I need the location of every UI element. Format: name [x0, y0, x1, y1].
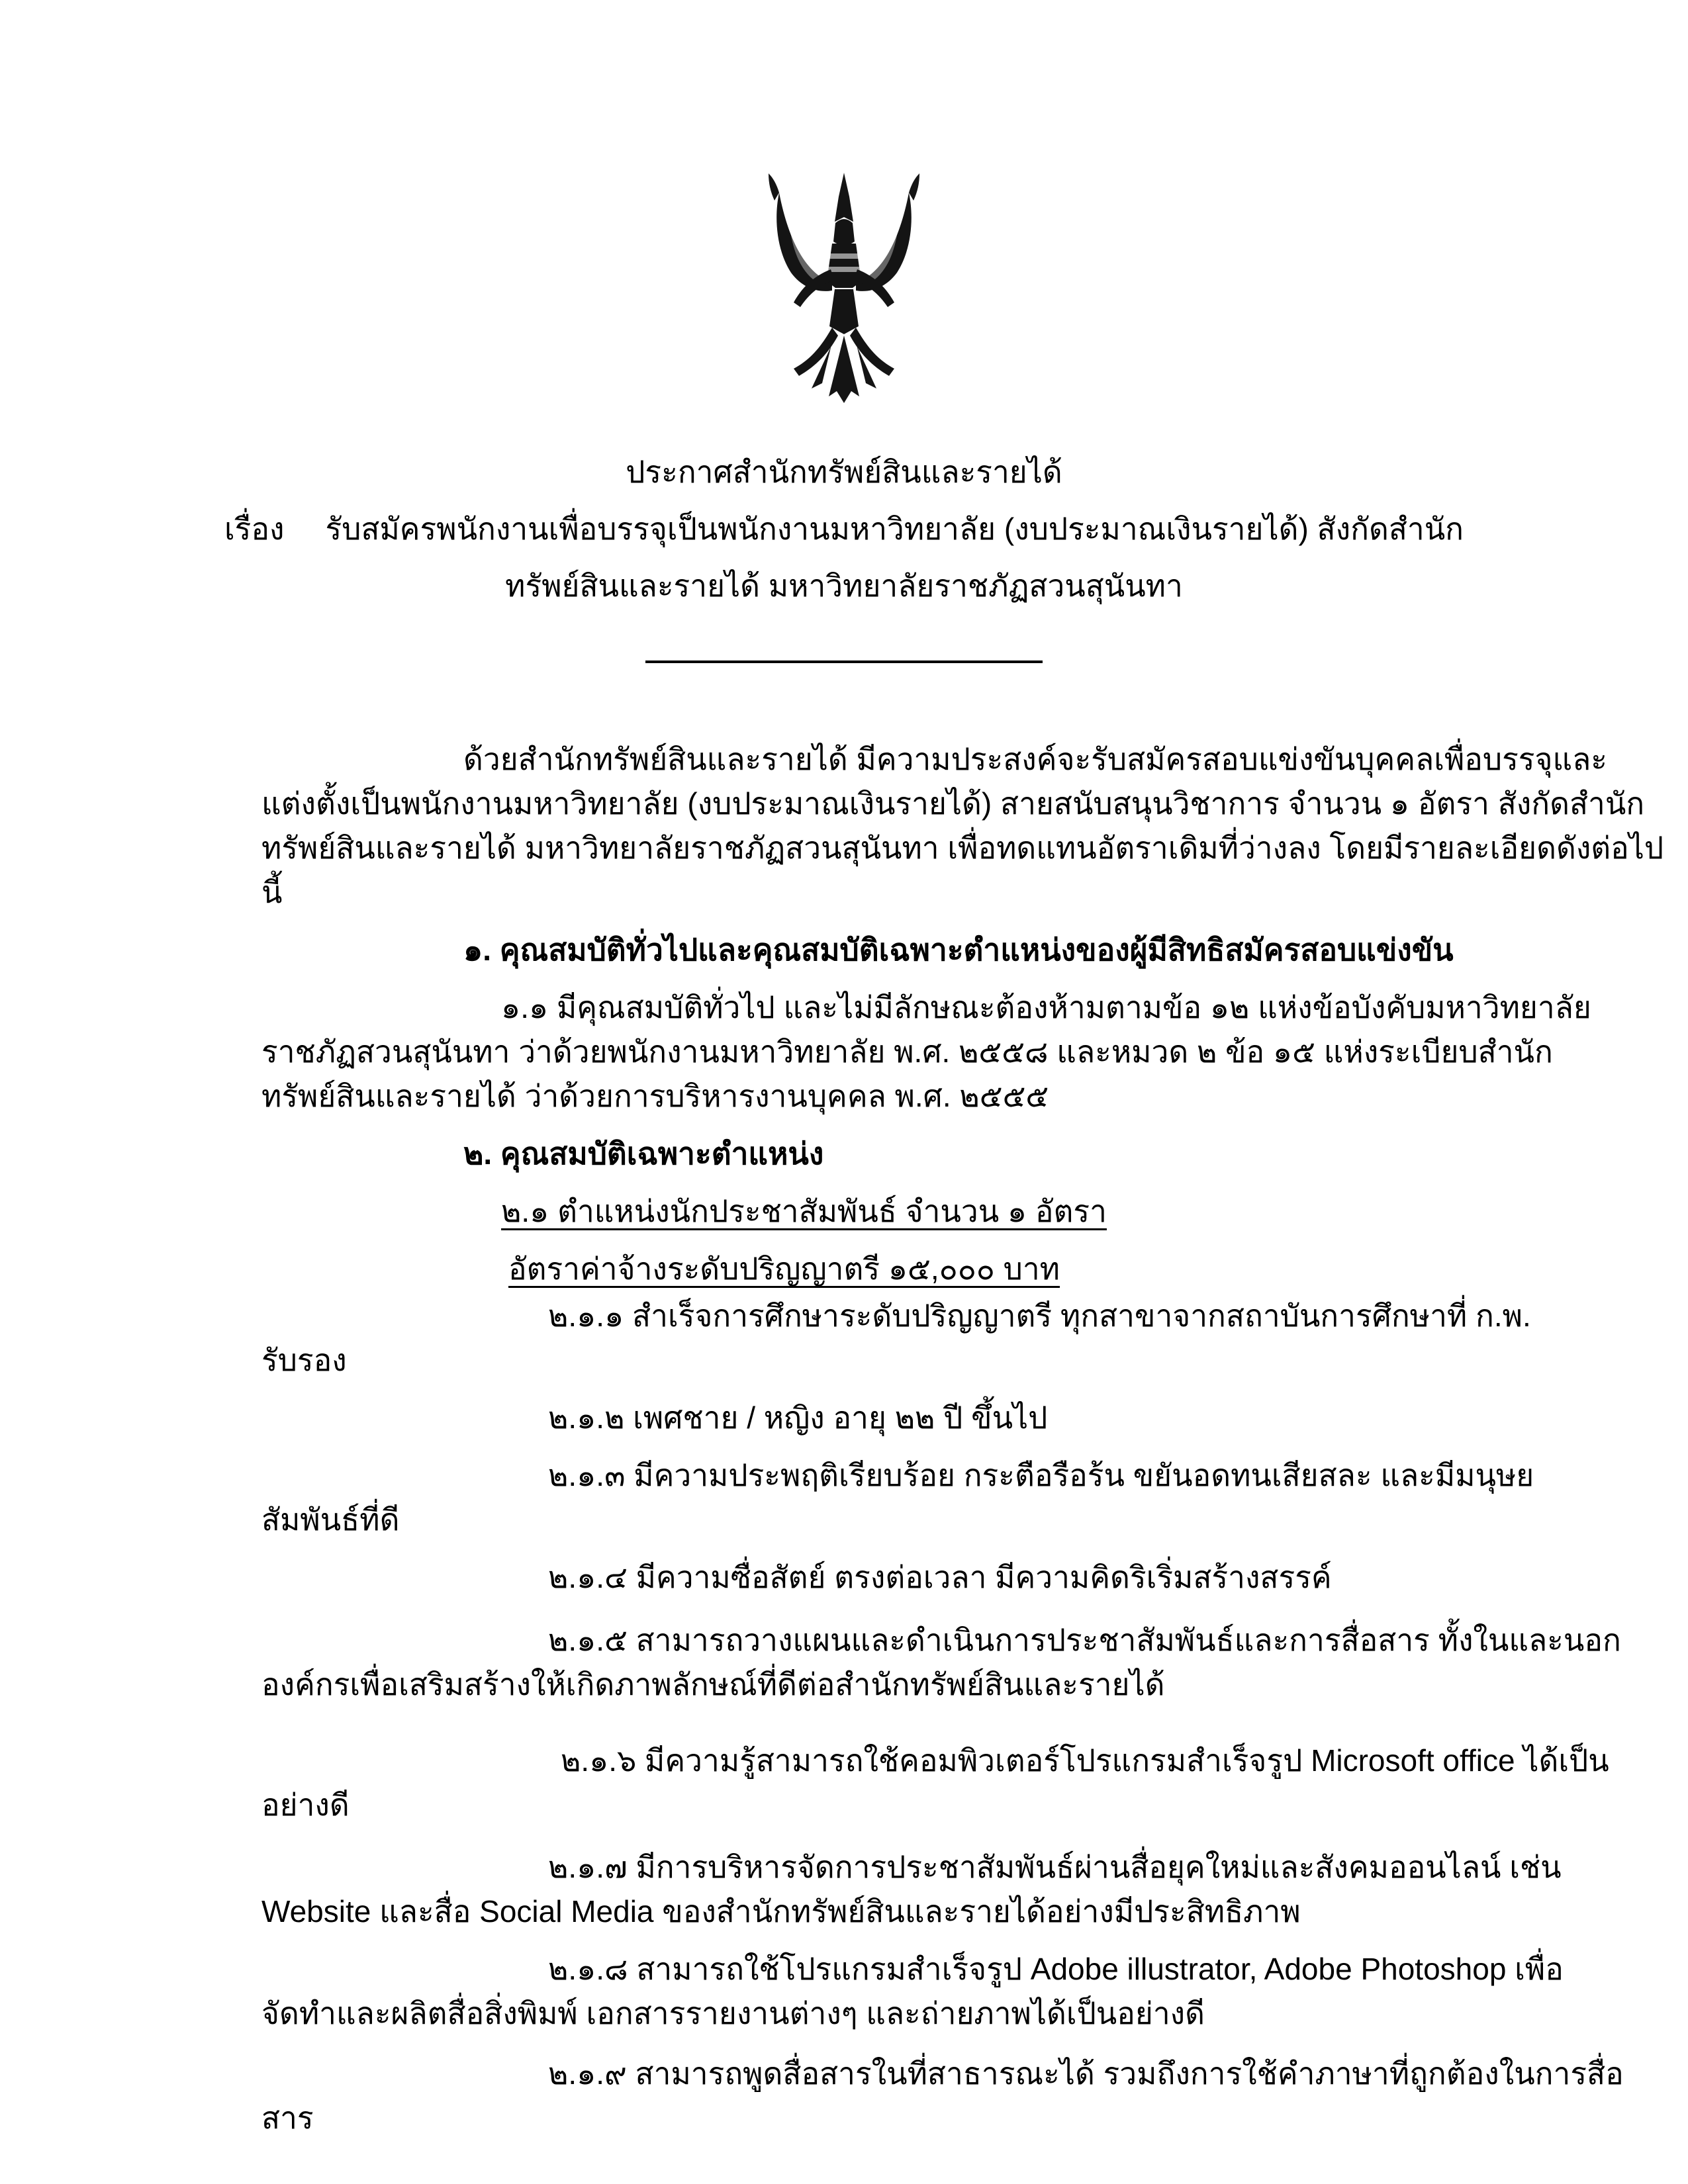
- clause-1-1-line: ราชภัฏสวนสุนันทา ว่าด้วยพนักงานมหาวิทยาลัย พ.ศ. ๒๕๕๘ และหมวด ๒ ข้อ ๑๕ แห่งระเบียบสำนัก: [261, 1034, 1553, 1069]
- item-line: จัดทำและผลิตสื่อสิ่งพิมพ์ เอกสารรายงานต่างๆ และถ่ายภาพได้เป็นอย่างดี: [261, 1996, 1205, 2030]
- qualification-item-2-1-9: [261, 2052, 1624, 2140]
- qualification-item-2-1-3: [261, 1453, 1534, 1542]
- intro-line: นี้: [261, 875, 283, 909]
- subject-text: รับสมัครพนักงานเพื่อบรรจุเป็นพนักงานมหาวิทยาลัย (งบประมาณเงินรายได้) สังกัดสำนัก: [325, 512, 1464, 546]
- item-line: อย่างดี: [261, 1788, 350, 1822]
- clause-1-1-line: ๑.๑ มีคุณสมบัติทั่วไป และไม่มีลักษณะต้องห้ามตามข้อ ๑๒ แห่งข้อบังคับมหาวิทยาลัย: [501, 990, 1591, 1024]
- title-block: [0, 443, 1688, 614]
- intro-line: ด้วยสำนักทรัพย์สินและรายได้ มีความประสงค์จะรับสมัครสอบแข่งขันบุคคลเพื่อบรรจุและ: [463, 742, 1608, 776]
- item-line: ๒.๑.๔ มีความซื่อสัตย์ ตรงต่อเวลา มีความคิดริเริ่มสร้างสรรค์: [548, 1560, 1332, 1594]
- qualification-item-2-1-5: [261, 1618, 1621, 1707]
- salary-rate-line: อัตราค่าจ้างระดับปริญญาตรี ๑๕,๐๐๐ บาท: [508, 1251, 1060, 1286]
- item-line: ๒.๑.๘ สามารถใช้โปรแกรมสำเร็จรูป Adobe illustrator, Adobe Photoshop เพื่อ: [548, 1952, 1564, 1986]
- section-1-heading: ๑. คุณสมบัติทั่วไปและคุณสมบัติเฉพาะตำแหน่งของผู้มีสิทธิสมัครสอบแข่งขัน: [463, 933, 1454, 967]
- intro-line: ทรัพย์สินและรายได้ มหาวิทยาลัยราชภัฏสวนสุนันทา เพื่อทดแทนอัตราเดิมที่ว่างลง โดยมีรายละเอียดดังต่อไป: [261, 831, 1664, 865]
- title-divider: [645, 660, 1043, 663]
- item-line: สาร: [261, 2101, 314, 2135]
- document-title: ประกาศสำนักทรัพย์สินและรายได้: [626, 455, 1062, 489]
- section-1: [261, 928, 1591, 1118]
- item-line: ๒.๑.๒ เพศชาย / หญิง อายุ ๒๒ ปี ขึ้นไป: [548, 1400, 1048, 1435]
- item-line: รับรอง: [261, 1343, 347, 1377]
- clause-1-1-line: ทรัพย์สินและรายได้ ว่าด้วยการบริหารงานบุคคล พ.ศ. ๒๕๕๕: [261, 1079, 1049, 1113]
- item-line: ๒.๑.๗ มีการบริหารจัดการประชาสัมพันธ์ผ่านสื่อยุคใหม่และสังคมออนไลน์ เช่น: [548, 1850, 1562, 1884]
- item-line: Website และสื่อ Social Media ของสำนักทรัพย์สินและรายได้อย่างมีประสิทธิภาพ: [261, 1894, 1301, 1929]
- qualification-item-2-1-7: [261, 1845, 1562, 1934]
- qualification-item-2-1-4: [261, 1555, 1503, 1600]
- item-line: ๒.๑.๖ มีความรู้สามารถใช้คอมพิวเตอร์โปรแกรมสำเร็จรูป Microsoft office ได้เป็น: [561, 1743, 1609, 1778]
- subject-label: เรื่อง: [224, 512, 285, 546]
- qualification-item-2-1-8: [261, 1947, 1564, 2036]
- garuda-emblem: [748, 169, 940, 424]
- qualification-item-2-1-6: [261, 1739, 1609, 1827]
- intro-paragraph: [261, 737, 1664, 915]
- section-2-heading: ๒. คุณสมบัติเฉพาะตำแหน่ง: [463, 1136, 824, 1171]
- document-body: [0, 737, 1688, 2140]
- clause-1-1: [261, 985, 1591, 1118]
- item-line: สัมพันธ์ที่ดี: [261, 1502, 400, 1537]
- garuda-emblem-graphic: [748, 169, 940, 424]
- item-line: ๒.๑.๙ สามารถพูดสื่อสารในที่สาธารณะได้ รวมถึงการใช้คำภาษาที่ถูกต้องในการสื่อ: [548, 2056, 1624, 2091]
- item-line: ๒.๑.๕ สามารถวางแผนและดำเนินการประชาสัมพันธ์และการสื่อสาร ทั้งในและนอก: [548, 1623, 1621, 1657]
- section-2: [261, 1132, 1624, 2140]
- item-line: ๒.๑.๓ มีความประพฤติเรียบร้อย กระตือรือร้น ขยันอดทนเสียสละ และมีมนุษย: [548, 1458, 1534, 1492]
- item-line: องค์กรเพื่อเสริมสร้างให้เกิดภาพลักษณ์ที่ดีต่อสำนักทรัพย์สินและรายได้: [261, 1667, 1165, 1702]
- subject-line-2: ทรัพย์สินและรายได้ มหาวิทยาลัยราชภัฏสวนสุนันทา: [505, 569, 1183, 603]
- qualification-item-2-1-1: [261, 1294, 1531, 1383]
- qualification-item-2-1-2: [261, 1396, 1503, 1440]
- intro-line: แต่งตั้งเป็นพนักงานมหาวิทยาลัย (งบประมาณเงินรายได้) สายสนับสนุนวิชาการ จำนวน ๑ อัตรา สังกัดสำนัก: [261, 786, 1645, 821]
- subject-line-1: [0, 500, 1688, 557]
- item-line: ๒.๑.๑ สำเร็จการศึกษาระดับปริญญาตรี ทุกสาขาจากสถาบันการศึกษาที่ ก.พ.: [548, 1298, 1531, 1333]
- position-title-line: ๒.๑ ตำแหน่งนักประชาสัมพันธ์ จำนวน ๑ อัตรา: [501, 1194, 1107, 1228]
